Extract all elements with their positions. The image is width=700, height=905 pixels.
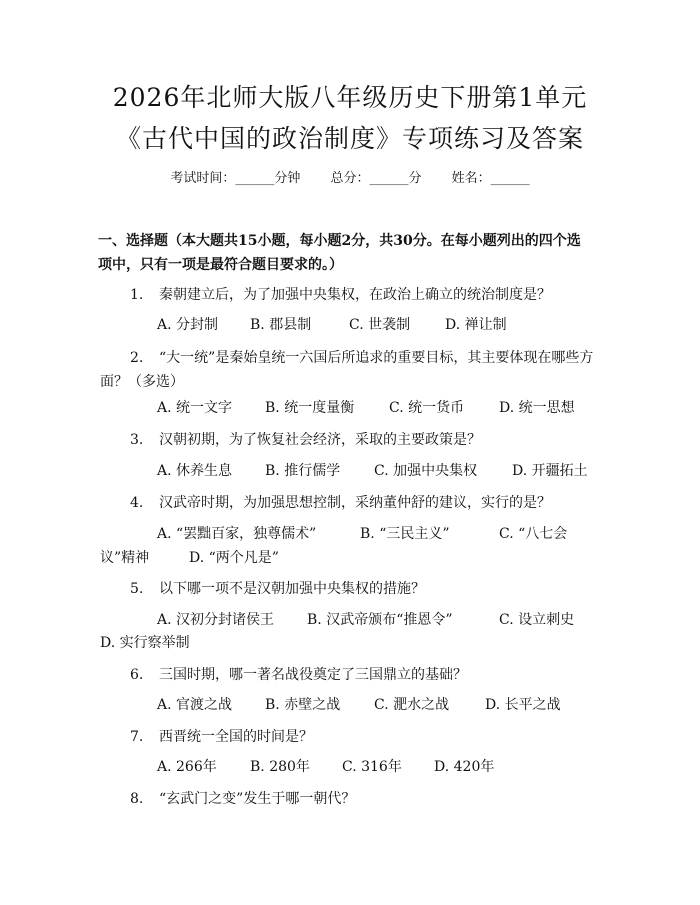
option-a[interactable]: A. “罢黜百家，独尊儒术”	[157, 526, 317, 542]
option-a[interactable]: A. 分封制	[157, 317, 219, 333]
option-b[interactable]: B. 280年	[250, 759, 310, 775]
question-text: 西晋统一全国的时间是？	[159, 729, 313, 745]
question-text: 三国时期，哪一著名战役奠定了三国鼎立的基础？	[159, 667, 467, 683]
exam-time-field: 考试时间：______分钟	[170, 171, 301, 186]
exam-meta	[0, 169, 700, 189]
question-3	[104, 428, 599, 452]
question-number: 4.	[130, 495, 144, 511]
option-c[interactable]: C. 316年	[342, 759, 402, 775]
total-score-field: 总分：______分	[330, 171, 422, 186]
option-d[interactable]: D. 禅让制	[445, 317, 507, 333]
option-c[interactable]: C. 设立刺史	[499, 612, 575, 628]
section-heading-line2: 项中，只有一项是最符合题目要求的。）	[98, 257, 343, 273]
question-number: 8.	[130, 791, 144, 807]
option-c[interactable]: C. 加强中央集权	[374, 463, 478, 479]
question-1	[104, 283, 599, 307]
option-b[interactable]: B. 郡县制	[250, 317, 312, 333]
option-a[interactable]: A. 266年	[157, 759, 217, 775]
option-a[interactable]: A. 休养生息	[157, 463, 233, 479]
question-4	[104, 491, 599, 515]
question-6	[104, 663, 599, 687]
question-number: 5.	[130, 581, 144, 597]
option-d[interactable]: D. 420年	[434, 759, 495, 775]
question-text: 秦朝建立后，为了加强中央集权，在政治上确立的统治制度是？	[159, 287, 551, 303]
question-8	[104, 787, 599, 811]
question-number: 2.	[130, 350, 144, 366]
option-d[interactable]: D. “两个凡是”	[189, 550, 279, 566]
section-heading-line1: 一、选择题（本大题共15小题，每小题2分，共30分。在每小题列出的四个选	[98, 233, 581, 249]
option-c[interactable]: C. 统一货币	[389, 400, 465, 416]
option-c-continued: 议”精神	[100, 550, 150, 566]
question-5	[104, 577, 599, 601]
option-d[interactable]: D. 统一思想	[499, 400, 575, 416]
option-d[interactable]: D. 实行察举制	[100, 635, 190, 651]
question-number: 6.	[130, 667, 144, 683]
page-title-line2: 《古代中国的政治制度》专项练习及答案	[115, 124, 584, 153]
option-c[interactable]: C. 淝水之战	[374, 697, 450, 713]
option-a[interactable]: A. 官渡之战	[157, 697, 233, 713]
option-a[interactable]: A. 汉初分封诸侯王	[157, 612, 275, 628]
option-b[interactable]: B. 赤壁之战	[265, 697, 341, 713]
question-text: 汉朝初期，为了恢复社会经济，采取的主要政策是？	[159, 432, 481, 448]
question-text: 以下哪一项不是汉朝加强中央集权的措施？	[159, 581, 425, 597]
question-number: 1.	[130, 287, 144, 303]
option-c[interactable]: C. 世袭制	[349, 317, 411, 333]
option-a[interactable]: A. 统一文字	[157, 400, 233, 416]
question-text-line1: “大一统”是秦始皇统一六国后所追求的重要目标，其主要体现在哪些方	[159, 350, 594, 366]
option-d[interactable]: D. 长平之战	[485, 697, 561, 713]
option-b[interactable]: B. 汉武帝颁布“推恩令”	[307, 612, 453, 628]
question-number: 3.	[130, 432, 144, 448]
question-text: “玄武门之变”发生于哪一朝代？	[159, 791, 356, 807]
page-title-line1: 2026年北师大版八年级历史下册第1单元	[112, 83, 588, 112]
option-d[interactable]: D. 开疆拓土	[512, 463, 588, 479]
section-heading	[98, 229, 599, 277]
option-b[interactable]: B. “三民主义”	[360, 526, 450, 542]
option-b[interactable]: B. 推行儒学	[265, 463, 341, 479]
question-2	[100, 346, 599, 394]
question-text: 汉武帝时期，为加强思想控制，采纳董仲舒的建议，实行的是？	[159, 495, 551, 511]
option-c[interactable]: C. “八七会	[499, 526, 568, 542]
question-7	[104, 725, 599, 749]
question-text-line2: 面？（多选）	[100, 374, 184, 390]
question-number: 7.	[130, 729, 144, 745]
option-b[interactable]: B. 统一度量衡	[265, 400, 355, 416]
student-name-field: 姓名：______	[451, 171, 530, 186]
